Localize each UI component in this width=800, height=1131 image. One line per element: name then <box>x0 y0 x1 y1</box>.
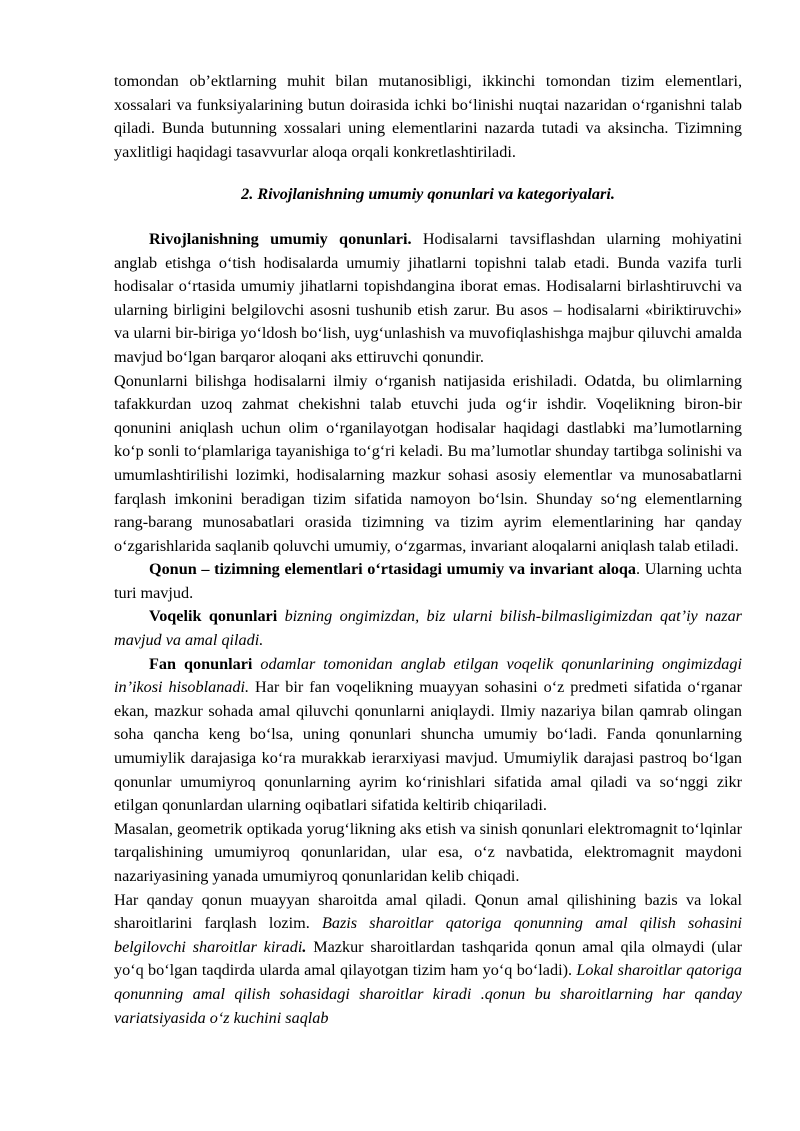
paragraph-reality-laws <box>114 605 742 652</box>
term-law-definition: Qonun – tizimning elementlari o‘rtasidagi umumiy va invariant aloqa <box>149 560 637 579</box>
paragraph-science-laws-text: Har bir fan voqelikning muayyan sohasini o‘z predmeti sifatida o‘rganar ekan, mazkur sohada amal qiluvchi qonunlarni aniqlaydi. Ilmiy nazariya bilan qamrab olingan soha qancha keng bo‘lsa, uning qonunlari shuncha umumiy bo‘ladi. Fanda qonunlarning umumiylik darajasiga ko‘ra murakkab ierarxiyasi mavjud. Umumiylik darajasi pastroq bo‘lgan qonunlar umumiyroq qonunlarning ayrim ko‘rinishlari sifatida amal qiladi va so‘nggi zikr etilgan qonunlardan ularning oqibatlari sifatida keltirib chiqariladi. <box>114 678 742 815</box>
term-reality-laws: Voqelik qonunlari <box>149 607 278 626</box>
paragraph-science-laws-italic: odamlar tomonidan anglab etilgan voqelik qonunlarining ongimizdagi in’ikosi hisoblanadi. <box>114 654 742 697</box>
term-science-laws: Fan qonunlari <box>149 654 253 673</box>
section-heading: 2. Rivojlanishning umumiy qonunlari va kategoriyalari. <box>241 185 615 204</box>
document-page <box>114 70 742 1030</box>
paragraph-conditions-local: Lokal sharoitlar qatoriga qonunning amal qilish sohasidagi sharoitlar kiradi .qonun bu sharoitlarning har qanday variatsiyasida o‘z kuchini saqlab <box>114 961 742 1027</box>
paragraph-intro-text: tomondan ob’ektlarning muhit bilan mutanosibligi, ikkinchi tomondan tizim elementlari, xossalari va funksiyalarining butun doirasida ichki bo‘linishi nuqtai nazaridan o‘rganishni talab qiladi. Bunda butunning xossalari uning elementlarini nazarda tutadi va aksincha. Tizimning yaxlitligi haqidagi tasavvurlar aloqa orqali konkretlashtiriladi. <box>114 72 742 161</box>
paragraph-conditions-basis: Bazis sharoitlar qatoriga qonunning amal qilish sohasini belgilovchi sharoitlar kiradi <box>114 914 742 956</box>
paragraph-law-definition <box>114 558 742 605</box>
paragraph-conditions-start: Har qanday qonun muayyan sharoitda amal qiladi. Qonun amal qilishining bazis va lokal sharoitlarini farqlash lozim. <box>114 890 742 933</box>
paragraph-example-optics-text: Masalan, geometrik optikada yorug‘likning aks etish va sinish qonunlari elektromagnit to‘lqinlar tarqalishining umumiyroq qonunlaridan, ular esa, o‘z navbatida, elektromagnit maydoni nazariyasining yanada umumiyroq qonunlaridan kelib chiqadi. <box>114 819 742 885</box>
paragraph-conditions <box>114 889 742 1031</box>
term-general-laws: Rivojlanishning umumiy qonunlari. <box>149 229 412 248</box>
paragraph-knowing-laws-text: Qonunlarni bilishga hodisalarni ilmiy o‘rganish natijasida erishiladi. Odatda, bu olimlarning tafakkurdan uzoq zahmat chekishni talab etuvchi juda og‘ir ishdir. Voqelikning biron-bir qonunini aniqlash uchun olim o‘rganilayotgan hodisalar haqidagi dastlabki ma’lumotlarning ko‘p sonli to‘plamlariga tayanishiga to‘g‘ri keladi. Bu ma’lumotlar shunday tartibga solinishi va umumlashtirilishi lozimki, hodisalarning mazkur sohasi asosiy elementlar va munosabatlarni farqlash imkonini beradigan tizim sifatida namoyon bo‘lsin. Shunday so‘ng elementlarning rang-barang munosabatlari orasida tizimning va tizim ayrim elementlarining har qanday o‘zgarishlarida saqlanib qoluvchi umumiy, o‘zgarmas, invariant aloqalarni aniqlash talab etiladi. <box>114 371 742 555</box>
paragraph-law-definition-text: . Ularning uchta turi mavjud. <box>114 560 742 602</box>
paragraph-general-laws-text: Hodisalarni tavsiflashdan ularning mohiyatini anglab etishga o‘tish hodisalarda umumiy jihatlarni topishni talab etadi. Bunda vazifa turli hodisalar o‘rtasida umumiy jihatlarni topishdangina iborat emas. Hodisalarni birlashtiruvchi va ularning birligini belgilovchi asosni tushunib etish zarur. Bu asos – hodisalarni «biriktiruvchi» va ularni bir-biriga yo‘ldosh bo‘lish, uyg‘unlashish va muvofiqlashishga majbur qiluvchi amalda mavjud bo‘lgan barqaror aloqani aks ettiruvchi qonundir. <box>114 229 742 366</box>
paragraph-science-laws <box>114 653 742 818</box>
paragraph-conditions-mid: Mazkur sharoitlardan tashqarida qonun amal qila olmaydi (ular yo‘q bo‘lgan taqdirda ularda amal qilayotgan tizim ham yo‘q bo‘ladi). <box>114 937 742 980</box>
paragraph-intro <box>114 70 742 164</box>
paragraph-conditions-period: . <box>302 937 307 956</box>
paragraph-knowing-laws <box>114 370 742 559</box>
paragraph-general-laws <box>114 228 742 370</box>
paragraph-example-optics <box>114 818 742 889</box>
paragraph-reality-laws-text: bizning ongimizdan, biz ularni bilish-bilmasligimizdan qat’iy nazar mavjud va amal qiladi. <box>114 607 742 650</box>
